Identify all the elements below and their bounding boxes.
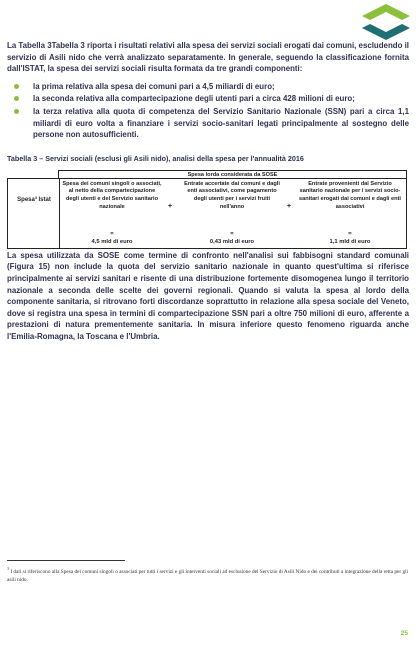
plus-sign: + [168,202,173,210]
document-body [7,40,409,343]
table-header: Spesa lorda considerata da SOSE [58,170,407,179]
bullet-icon [14,96,19,101]
table-cell: Entrate provenienti dal Servizio sanitario nazionale per i servizi socio-sanitari erogati dai comuni e dagli enti associativi [299,180,401,210]
footnote [7,565,409,584]
spending-table [7,170,409,250]
intro-paragraph: La Tabella 3Tabella 3 riporta i risultati relativi alla spesa dei servizi sociali erogati dai comuni, escludendo il servizio di Asili nido che verrà analizzato separatamente. In generale, seguendo la classificazione fornita dall'ISTAT, la spesa dei servizi sociali risulta formata da tre grandi componenti: [7,41,409,74]
footnote-divider [7,560,125,561]
footnote-marker: 3 [7,566,9,571]
equals-sign: = [348,230,352,237]
bullet-icon [14,84,19,89]
row-label: Spesa³ Istat [17,196,51,203]
table-caption: Tabella 3 – Servizi sociali (esclusi gli Asili nido), analisi della spesa per l'annualità 2016 [7,153,304,163]
table-value: 4,5 mld di euro [91,238,133,245]
list-item: la prima relativa alla spesa dei comuni pari a 4,5 miliardi di euro; [7,81,409,93]
table-cell: Spesa dei comuni singoli o associati, al netto della compartecipazione degli utenti e del Servizio sanitario nazionale [62,180,162,210]
table-value: 1,1 mld di euro [329,238,371,245]
table-body [7,178,407,249]
equals-sign: = [230,230,234,237]
components-list [7,81,409,141]
bullet-icon [14,109,19,114]
table-value: 0,43 mld di euro [209,238,255,245]
list-item: la seconda relativa alla compartecipazione degli utenti pari a circa 428 milioni di euro; [7,93,409,105]
page-number: 25 [400,630,408,637]
list-item: la terza relativa alla quota di competenza del Servizio Sanitario Nazionale (SSN) pari a circa 1,1 miliardi di euro volta a finanziare i servizi socio-sanitari legati principalmente al sostegno delle persone non autosufficienti. [7,106,409,141]
publisher-logo [360,2,412,42]
equals-sign: = [110,230,114,237]
plus-sign: + [287,202,292,210]
table-cell: Entrate accertate dai comuni e dagli enti associativi, come pagamento degli utenti per i servizi fruiti nell'anno [184,180,280,210]
analysis-paragraph: La spesa utilizzata da SOSE come termine di confronto nell'analisi sui fabbisogni standard comunali (Figura 15) non include la quota del servizio sanitario nazionale in quanto quest'ultima si riferisce principalmente ai servizi sanitari e risente di una distribuzione fortemente disomogenea lungo il territorio nazionale a seconda delle scelte dei governi regionali. Quando si valuta la spesa al lordo della componente sanitaria, si ritrovano forti discordanze soprattutto in relazione alla spesa sociale del Veneto, dove si registra una spesa in termini di compartecipazione SSN pari a oltre 750 milioni di euro, afferente a prestazioni di natura prementemente sanitaria. In misura inferiore questo fenomeno riguarda anche l'Emilia-Romagna, la Toscana e l'Umbria. [7,250,409,341]
footnote-text: I dati si riferiscono alla Spesa dei comuni singoli o associati per tutti i servizi e gli interventi sociali ad esclusione del Servizio di Asili Nido e dei contributi a integrazione della retta per gli asili nido. [7,568,409,583]
